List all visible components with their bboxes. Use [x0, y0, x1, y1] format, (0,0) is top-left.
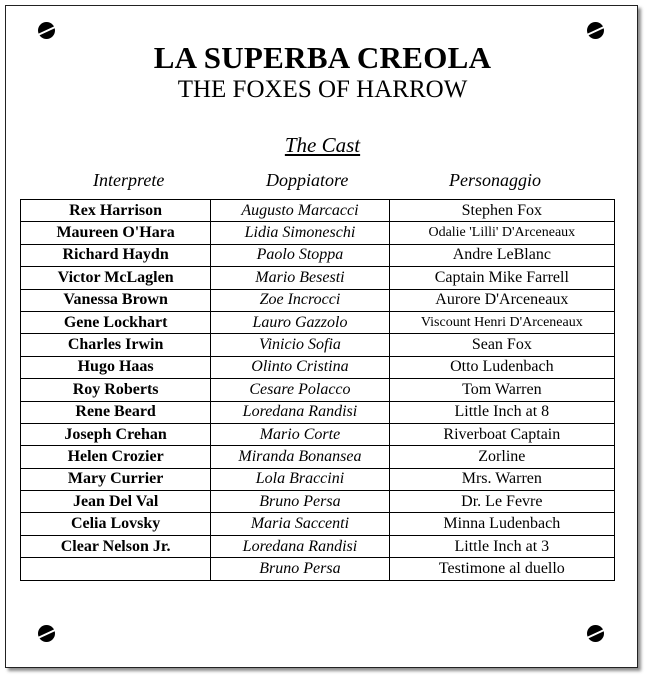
character-cell: Riverboat Captain	[389, 423, 614, 445]
table-row	[21, 401, 615, 423]
voice-actor-cell: Olinto Cristina	[211, 356, 389, 378]
character-cell: Aurore D'Arceneaux	[389, 289, 614, 311]
table-row	[21, 558, 615, 580]
character-cell: Zorline	[389, 446, 614, 468]
character-cell: Odalie 'Lilli' D'Arceneaux	[389, 222, 614, 244]
voice-actor-cell: Bruno Persa	[211, 491, 389, 513]
voice-actor-cell: Lidia Simoneschi	[211, 222, 389, 244]
voice-actor-cell: Maria Saccenti	[211, 513, 389, 535]
actor-cell: Celia Lovsky	[21, 513, 211, 535]
character-cell: Mrs. Warren	[389, 468, 614, 490]
character-cell: Andre LeBlanc	[389, 244, 614, 266]
table-row	[21, 535, 615, 557]
actor-cell: Charles Irwin	[21, 334, 211, 356]
voice-actor-cell: Zoe Incrocci	[211, 289, 389, 311]
actor-cell: Helen Crozier	[21, 446, 211, 468]
character-cell: Stephen Fox	[389, 200, 614, 222]
actor-cell: Roy Roberts	[21, 379, 211, 401]
actor-cell: Rene Beard	[21, 401, 211, 423]
voice-actor-cell: Loredana Randisi	[211, 535, 389, 557]
actor-cell: Mary Currier	[21, 468, 211, 490]
voice-actor-cell: Mario Corte	[211, 423, 389, 445]
table-row	[21, 222, 615, 244]
actor-cell: Gene Lockhart	[21, 311, 211, 333]
character-cell: Little Inch at 8	[389, 401, 614, 423]
character-cell: Viscount Henri D'Arceneaux	[389, 311, 614, 333]
cast-table-body	[21, 200, 615, 581]
character-cell: Testimone al duello	[389, 558, 614, 580]
voice-actor-cell: Miranda Bonansea	[211, 446, 389, 468]
character-cell: Minna Ludenbach	[389, 513, 614, 535]
voice-actor-cell: Lola Braccini	[211, 468, 389, 490]
table-row	[21, 513, 615, 535]
voice-actor-cell: Paolo Stoppa	[211, 244, 389, 266]
voice-actor-cell: Vinicio Sofia	[211, 334, 389, 356]
table-row	[21, 334, 615, 356]
table-row	[21, 468, 615, 490]
actor-cell: Richard Haydn	[21, 244, 211, 266]
character-cell: Little Inch at 3	[389, 535, 614, 557]
actor-cell: Clear Nelson Jr.	[21, 535, 211, 557]
table-row	[21, 289, 615, 311]
voice-actor-cell: Bruno Persa	[211, 558, 389, 580]
actor-cell: Jean Del Val	[21, 491, 211, 513]
table-row	[21, 244, 615, 266]
page-subtitle: THE FOXES OF HARROW	[177, 76, 468, 103]
table-row	[21, 200, 615, 222]
actor-cell: Victor McLaglen	[21, 267, 211, 289]
voice-actor-cell: Mario Besesti	[211, 267, 389, 289]
actor-cell: Hugo Haas	[21, 356, 211, 378]
voice-actor-cell: Loredana Randisi	[211, 401, 389, 423]
table-row	[21, 311, 615, 333]
character-cell: Tom Warren	[389, 379, 614, 401]
actor-cell: Maureen O'Hara	[21, 222, 211, 244]
actor-cell: Rex Harrison	[21, 200, 211, 222]
column-header-interprete: Interprete	[93, 170, 165, 190]
character-cell: Captain Mike Farrell	[389, 267, 614, 289]
page-title: LA SUPERBA CREOLA	[153, 40, 492, 75]
cast-card	[5, 5, 638, 668]
screw-icon	[38, 625, 55, 642]
table-row	[21, 491, 615, 513]
actor-cell: Vanessa Brown	[21, 289, 211, 311]
column-header-doppiatore: Doppiatore	[266, 170, 349, 190]
character-cell: Sean Fox	[389, 334, 614, 356]
table-row	[21, 267, 615, 289]
table-row	[21, 379, 615, 401]
character-cell: Otto Ludenbach	[389, 356, 614, 378]
voice-actor-cell: Augusto Marcacci	[211, 200, 389, 222]
table-row	[21, 446, 615, 468]
cast-table	[20, 199, 615, 581]
character-cell: Dr. Le Fevre	[389, 491, 614, 513]
cast-heading: The Cast	[284, 133, 361, 157]
actor-cell: Joseph Crehan	[21, 423, 211, 445]
column-header-personaggio: Personaggio	[449, 170, 541, 190]
table-row	[21, 423, 615, 445]
screw-icon	[38, 22, 55, 39]
voice-actor-cell: Lauro Gazzolo	[211, 311, 389, 333]
table-row	[21, 356, 615, 378]
screw-icon	[587, 22, 604, 39]
voice-actor-cell: Cesare Polacco	[211, 379, 389, 401]
actor-cell	[21, 558, 211, 580]
screw-icon	[587, 625, 604, 642]
